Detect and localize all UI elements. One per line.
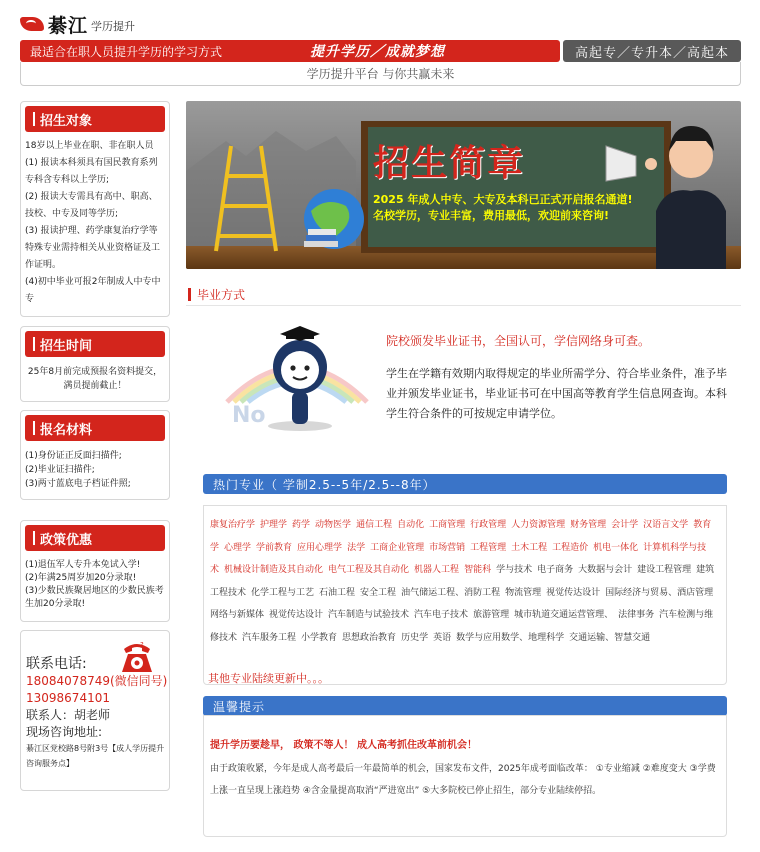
major-item[interactable]: 旅游管理 xyxy=(473,610,510,620)
major-item[interactable]: 数学与应用数学、地理科学 xyxy=(456,632,565,643)
sidebar-materials-box xyxy=(20,410,170,500)
sidebar-time-text: 25年8月前完成预报名资料提交，满员提前截止！ xyxy=(27,367,163,391)
major-item[interactable]: 动物医学 xyxy=(315,520,352,530)
sidebar-policy-text xyxy=(21,551,169,615)
major-item[interactable]: 汽车制造与试验技术 xyxy=(328,610,410,620)
hero-line-1: 2025 年成人中专、大专及本科已正式开启报名通道! xyxy=(373,193,633,206)
graduation-body: 学生在学籍有效期内取得规定的毕业所需学分、符合毕业条件，准予毕业并颁发毕业证书，毕业证书可在中国高等教育学生信息网查询。本科学生符合条件的可按规定申请学位。 xyxy=(386,367,727,420)
sidebar-materials-title: 报名材料 xyxy=(25,415,165,441)
major-item[interactable]: 财务管理 xyxy=(570,520,607,530)
target-line: (4)初中毕业可报2年制成人中专中专 xyxy=(25,277,161,304)
major-item[interactable]: 工商企业管理 xyxy=(370,542,425,553)
major-item[interactable]: 工程造价 xyxy=(552,542,589,553)
banner-slogan: 提升学历／成就梦想 xyxy=(310,44,445,60)
major-item[interactable]: 历史学 xyxy=(401,632,429,643)
major-item[interactable]: 英语 xyxy=(433,632,452,643)
policy-line: (2)年满25周岁加20分录取! xyxy=(25,573,137,583)
majors-more-text: 其他专业陆续更新中。。。 xyxy=(208,672,329,685)
phone-number-2[interactable]: 13098674101 xyxy=(26,691,110,705)
major-item[interactable]: 汽车服务工程 xyxy=(242,632,297,643)
major-item[interactable]: 市场营销 xyxy=(429,542,466,553)
major-item[interactable]: 建设工程管理 xyxy=(637,565,692,575)
site-logo[interactable] xyxy=(20,12,135,36)
materials-line: (2)毕业证扫描件; xyxy=(25,465,95,475)
top-banner xyxy=(20,40,560,62)
major-item[interactable]: 机械设计制造及其自动化 xyxy=(224,565,324,575)
materials-line: (3)两寸蓝底电子档证件照; xyxy=(25,479,131,489)
sidebar-time-title: 招生时间 xyxy=(25,331,165,357)
major-item[interactable]: 法律事务 xyxy=(618,610,655,620)
target-line: 18岁以上毕业在职、非在职人员 xyxy=(25,141,154,151)
major-item[interactable]: 国际经济与贸易、酒店管理 xyxy=(605,587,714,598)
svg-text:?: ? xyxy=(140,641,144,649)
major-item[interactable]: 护理学 xyxy=(260,520,288,530)
sidebar-time-box xyxy=(20,326,170,402)
major-item[interactable]: 人力资源管理 xyxy=(511,520,566,530)
tips-body: 由于政策收紧，今年是成人高考最后一年最简单的机会，国家发布文件，2025年成考面临改革： ①专业缩减 ②难度变大 ③学费上涨一直呈现上涨趋势 ④含金量提高取消“严进宽出” ⑤大多院校已停止招生，部分专业陆续停招。 xyxy=(210,764,716,796)
majors-dark-group xyxy=(210,565,718,643)
target-line: (3) 报读护理、药学康复治疗学等特殊专业需持相关从业资格证及工作证明。 xyxy=(25,226,161,270)
major-item[interactable]: 城市轨道交通运营管理、 xyxy=(514,610,614,620)
major-item[interactable]: 应用心理学 xyxy=(297,542,343,553)
logo-sub-text: 学历提升 xyxy=(91,20,136,33)
major-item[interactable]: 安全工程 xyxy=(360,587,397,598)
address-label: 现场咨询地址: xyxy=(26,725,103,739)
major-item[interactable]: 大数据与会计 xyxy=(578,565,633,575)
major-item[interactable]: 法学 xyxy=(347,542,366,553)
major-item[interactable]: 石油工程 xyxy=(319,587,356,598)
major-item[interactable]: 学与技术 xyxy=(496,565,533,575)
major-item[interactable]: 通信工程 xyxy=(356,520,393,530)
major-item[interactable]: 工程管理 xyxy=(470,542,507,553)
platform-slogan: 学历提升平台 与你共赢未来 xyxy=(20,62,741,86)
illustration-text: No xyxy=(232,403,266,428)
sidebar-materials-text xyxy=(21,441,169,495)
policy-line: (1)退伍军人专升本免试入学! xyxy=(25,560,141,570)
major-item[interactable]: 康复治疗学 xyxy=(210,520,256,530)
major-item[interactable]: 计算机科学与技术 xyxy=(210,542,707,575)
major-item[interactable]: 汽车电子技术 xyxy=(414,610,469,620)
logo-hat-icon xyxy=(20,17,44,31)
graduate-mascot-icon xyxy=(222,322,372,432)
major-item[interactable]: 汽车检测与维修技术 xyxy=(210,610,714,643)
major-item[interactable]: 小学教育 xyxy=(301,632,338,643)
address-text: 綦江区党校路8号附3号【成人学历提升咨询服务点】 xyxy=(26,744,165,768)
sidebar-target-text xyxy=(21,132,169,312)
program-types-button[interactable]: 高起专／专升本／高起本 xyxy=(563,40,741,62)
major-item[interactable]: 机电一体化 xyxy=(593,542,639,553)
major-item[interactable]: 化学工程与工艺 xyxy=(251,587,315,598)
sidebar-contact-box xyxy=(20,630,170,791)
major-item[interactable]: 网络与新媒体 xyxy=(210,610,265,620)
sidebar-policy-title: 政策优惠 xyxy=(25,525,165,551)
major-item[interactable]: 工商管理 xyxy=(429,520,466,530)
majors-list xyxy=(203,505,727,685)
majors-title-bar: 热门专业（ 学制2.5--5年/2.5--8年） xyxy=(203,474,727,494)
major-item[interactable]: 土木工程 xyxy=(511,542,548,553)
hero-line-2: 名校学历，专业丰富，费用最低，欢迎前来咨询! xyxy=(373,209,610,222)
major-item[interactable]: 思想政治教育 xyxy=(342,632,397,643)
major-item[interactable]: 行政管理 xyxy=(470,520,507,530)
major-item[interactable]: 建筑工程技术 xyxy=(210,565,715,598)
sidebar-policy-box xyxy=(20,520,170,622)
contact-person: 联系人：胡老师 xyxy=(26,708,111,722)
policy-line: (3)少数民族聚居地区的少数民族考生加20分录取! xyxy=(25,586,164,609)
graduation-section-title: 毕业方式 xyxy=(188,286,245,303)
major-item[interactable]: 汉语言文学 xyxy=(643,520,689,530)
major-item[interactable]: 机器人工程 xyxy=(414,565,460,575)
major-item[interactable]: 会计学 xyxy=(611,520,639,530)
tips-box xyxy=(203,715,727,837)
major-item[interactable]: 学前教育 xyxy=(256,542,293,553)
contact-title: 联系电话: xyxy=(26,656,87,672)
major-item[interactable]: 电气工程及其自动化 xyxy=(328,565,410,575)
sidebar-target-title: 招生对象 xyxy=(25,106,165,132)
major-item[interactable]: 心理学 xyxy=(224,542,252,553)
tips-headline: 提升学历要趁早， 政策不等人！ 成人高考抓住改革前机会！ xyxy=(210,740,477,751)
major-item[interactable]: 教育学 xyxy=(210,520,712,553)
major-item[interactable]: 药学 xyxy=(292,520,311,530)
major-item[interactable]: 自动化 xyxy=(397,520,425,530)
logo-main-text: 綦江 xyxy=(48,14,89,37)
sidebar-target-box xyxy=(20,101,170,317)
major-item[interactable]: 交通运输、智慧交通 xyxy=(569,632,651,643)
telephone-icon xyxy=(116,639,158,675)
major-item[interactable]: 视觉传达设计 xyxy=(269,610,324,620)
banner-tagline: 最适合在职人员提升学历的学习方式 xyxy=(30,44,223,59)
target-line: (2) 报读大专需具有高中、职高、技校、中专及同等学历; xyxy=(25,192,158,219)
major-item[interactable]: 物流管理 xyxy=(505,587,542,598)
hero-banner[interactable] xyxy=(186,101,741,269)
target-line: (1) 报读本科须具有国民教育系列专科含专科以上学历; xyxy=(25,158,158,185)
major-item[interactable]: 电子商务 xyxy=(537,565,574,575)
tips-title-bar: 温馨提示 xyxy=(203,696,727,716)
major-item[interactable]: 智能科 xyxy=(464,565,492,575)
phone-number-1[interactable]: 18084078749(微信同号) xyxy=(26,674,168,688)
hero-title: 招生简章 xyxy=(373,143,526,184)
materials-line: (1)身份证正反面扫描件; xyxy=(25,451,122,461)
section-divider xyxy=(186,305,741,306)
major-item[interactable]: 油气储运工程、消防工程 xyxy=(401,587,501,598)
graduation-headline: 院校颁发毕业证书，全国认可，学信网络身可查。 xyxy=(386,334,651,348)
major-item[interactable]: 视觉传达设计 xyxy=(546,587,601,598)
